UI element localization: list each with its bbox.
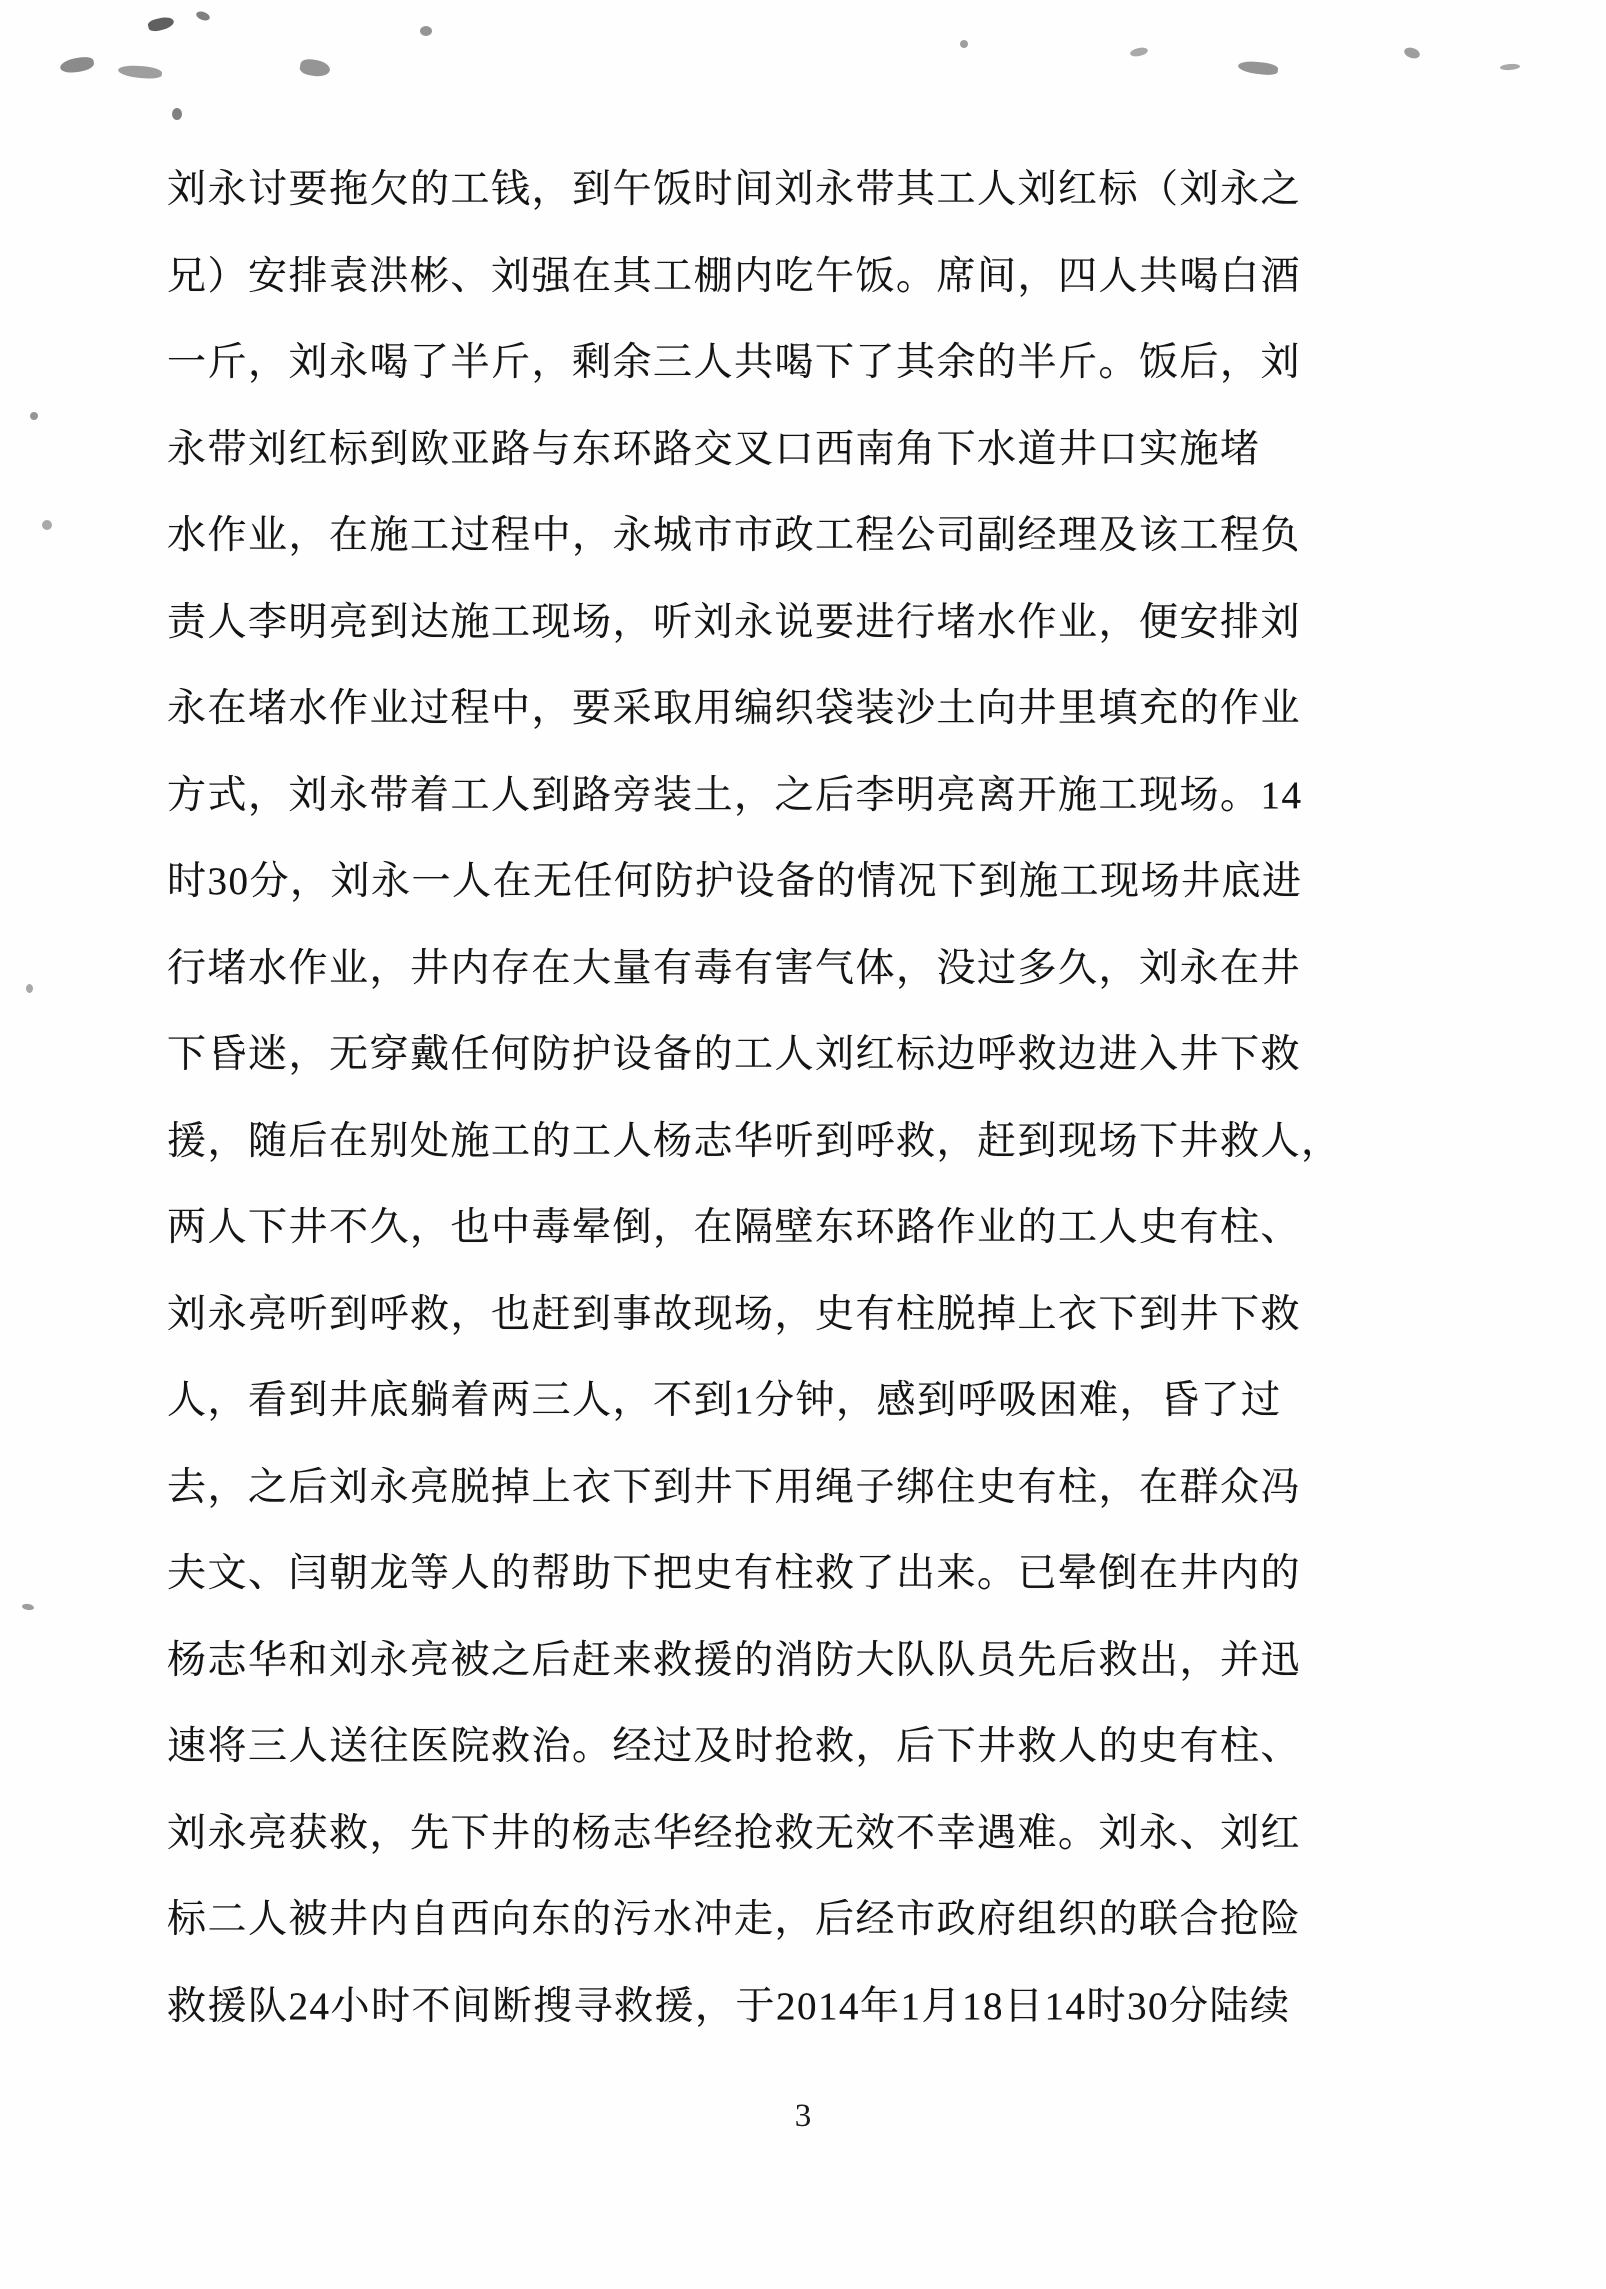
scan-noise-speck	[147, 15, 175, 33]
text-line: 杨志华和刘永亮被之后赶来救援的消防大队队员先后救出，并迅	[167, 1638, 1302, 1682]
text-line: 兄）安排袁洪彬、刘强在其工棚内吃午饭。席间，四人共喝白酒	[167, 254, 1302, 298]
text-line: 救援队24小时不间断搜寻救援，于2014年1月18日14时30分陆续	[167, 1984, 1291, 2028]
scan-noise-speck	[960, 40, 968, 48]
text-line: 下昏迷，无穿戴任何防护设备的工人刘红标边呼救边进入井下救	[167, 1033, 1302, 1076]
text-line: 援，随后在别处施工的工人杨志华听到呼救，赶到现场下井救人，	[167, 1119, 1342, 1163]
text-line: 永在堵水作业过程中，要采取用编织袋装沙土向井里填充的作业	[167, 687, 1302, 730]
scan-noise-speck	[195, 10, 211, 22]
scan-noise-speck	[1500, 63, 1520, 70]
text-line: 人，看到井底躺着两三人，不到1分钟，感到呼吸困难，昏了过	[167, 1379, 1282, 1422]
scan-noise-speck	[420, 26, 432, 36]
text-line: 水作业，在施工过程中，永城市市政工程公司副经理及该工程负	[167, 514, 1302, 557]
text-line: 刘永亮获救，先下井的杨志华经抢救无效不幸遇难。刘永、刘红	[167, 1811, 1302, 1855]
scan-noise-speck	[299, 58, 331, 79]
text-line: 两人下井不久，也中毒晕倒，在隔壁东环路作业的工人史有柱、	[167, 1206, 1302, 1249]
scan-noise-speck	[1237, 60, 1278, 76]
scan-noise-speck	[1403, 46, 1421, 60]
scan-noise-speck	[172, 108, 182, 120]
page-number: 3	[794, 2098, 812, 2134]
text-line: 一斤，刘永喝了半斤，剩余三人共喝下了其余的半斤。饭后，刘	[167, 341, 1302, 384]
text-line: 速将三人送往医院救治。经过及时抢救，后下井救人的史有柱、	[167, 1725, 1302, 1768]
text-line: 行堵水作业，井内存在大量有毒有害气体，没过多久，刘永在井	[167, 946, 1302, 990]
text-line: 责人李明亮到达施工现场，听刘永说要进行堵水作业，便安排刘	[167, 600, 1302, 644]
text-line: 刘永亮听到呼救，也赶到事故现场，史有柱脱掉上衣下到井下救	[167, 1292, 1302, 1336]
text-line: 刘永讨要拖欠的工钱，到午饭时间刘永带其工人刘红标（刘永之	[167, 168, 1302, 211]
text-line: 去，之后刘永亮脱掉上衣下到井下用绳子绑住史有柱，在群众冯	[167, 1465, 1302, 1509]
scan-noise-speck	[30, 412, 38, 420]
text-line: 永带刘红标到欧亚路与东环路交叉口西南角下水道井口实施堵	[167, 427, 1261, 471]
text-line: 方式，刘永带着工人到路旁装土，之后李明亮离开施工现场。14	[167, 773, 1303, 817]
scan-noise-speck	[59, 56, 95, 75]
text-line: 时30分，刘永一人在无任何防护设备的情况下到施工现场井底进	[167, 860, 1303, 903]
scan-noise-speck	[26, 984, 33, 993]
body-text	[167, 147, 1467, 2050]
text-line: 夫文、闫朝龙等人的帮助下把史有柱救了出来。已晕倒在井内的	[167, 1552, 1302, 1595]
scan-noise-speck	[1129, 46, 1148, 58]
scan-noise-speck	[42, 520, 52, 530]
scan-noise-speck	[118, 64, 163, 79]
scan-noise-speck	[22, 1603, 35, 1611]
text-line: 标二人被井内自西向东的污水冲走，后经市政府组织的联合抢险	[167, 1898, 1302, 1941]
